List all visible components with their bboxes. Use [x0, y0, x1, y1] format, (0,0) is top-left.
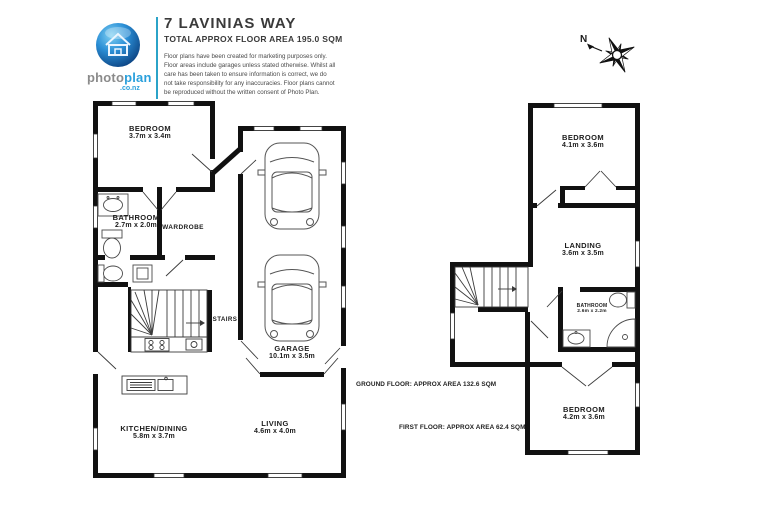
disclaimer-text: Floor plans have been created for marketing purposes only. Floor areas include garages unless stated otherwise. Whilst all care has been taken to ensure information is correct, we do not take responsibility for any inaccuracies. Floor plans cannot be reproduced without the written consent of Photo Plan. [164, 53, 336, 96]
room-label-stairs: STAIRS [212, 316, 238, 323]
car-icon [258, 255, 326, 341]
room-label-living: LIVING 4.6m x 4.0m [254, 419, 296, 435]
room-label-landing: LANDING 3.6m x 3.5m [562, 241, 604, 257]
brand-suffix: .co.nz [120, 85, 140, 92]
ground-floor-plan [88, 98, 350, 483]
first-walls [450, 103, 640, 455]
toilet-icon [102, 230, 122, 258]
vanity-sink-icon [563, 330, 590, 347]
stairs-icon [455, 267, 528, 307]
car-icon [258, 143, 326, 229]
compass-north-label: N [580, 34, 588, 45]
compass [577, 28, 647, 83]
island-sink-icon [122, 376, 187, 394]
toilet-icon [98, 265, 123, 282]
first-floor-caption: FIRST FLOOR: APPROX AREA 62.4 SQM [399, 424, 526, 431]
brand-plan: plan [124, 70, 152, 85]
hand-basin-icon [133, 265, 152, 282]
total-area-subtitle: TOTAL APPROX FLOOR AREA 195.0 SQM [164, 34, 343, 44]
room-label-wardrobe: WARDROBE [162, 224, 204, 231]
ground-floor-caption: GROUND FLOOR: APPROX AREA 132.6 SQM [356, 381, 497, 388]
brand-wordmark [87, 70, 152, 85]
brand-photo: photo [87, 70, 125, 85]
room-label-kitchen-dining: KITCHEN/DINING 5.8m x 3.7m [120, 424, 188, 440]
page-title: 7 LAVINIAS WAY [164, 15, 297, 32]
room-label-bedroom-top: BEDROOM 4.1m x 3.6m [562, 133, 604, 149]
cooktop-icon [131, 337, 207, 352]
compass-rose-icon [577, 28, 647, 78]
photoplan-logo [92, 20, 144, 77]
room-label-garage: GARAGE 10.1m x 3.5m [269, 344, 315, 360]
room-label-bathroom: BATHROOM 2.7m x 2.0m [112, 213, 160, 229]
shower-icon [607, 319, 635, 347]
room-label-bedroom-bottom: BEDROOM 4.2m x 3.6m [563, 405, 605, 421]
first-floor-plan [450, 83, 645, 468]
header-divider [156, 17, 158, 99]
first-windows [451, 104, 640, 455]
room-label-bathroom: BATHROOM 2.6m x 2.2m [576, 303, 608, 314]
stairs-icon [131, 290, 207, 337]
photoplan-sphere-house-icon [92, 20, 144, 72]
room-label-bedroom: BEDROOM 3.7m x 3.4m [129, 124, 171, 140]
